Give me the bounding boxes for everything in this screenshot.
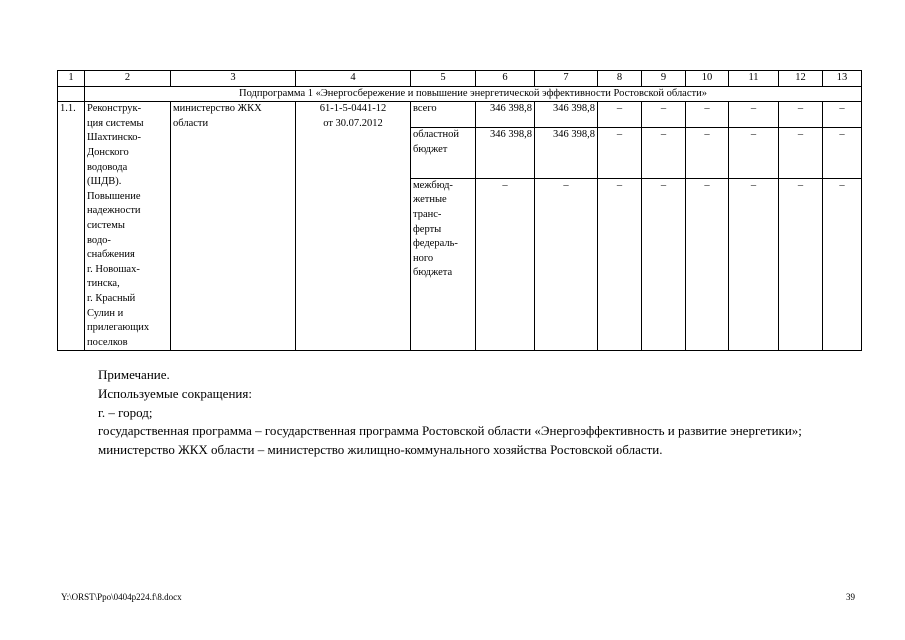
- subprogram-row: [58, 86, 862, 102]
- funding-source: [411, 128, 476, 178]
- measure-name-line: Донского: [87, 146, 129, 158]
- funding-value: –: [598, 102, 642, 128]
- measure-name-line: ция системы: [87, 117, 144, 129]
- measure-name-line: надежности: [87, 205, 141, 217]
- document-line: от 30.07.2012: [323, 117, 383, 129]
- column-number: 10: [686, 71, 729, 87]
- page-number: 39: [846, 592, 855, 602]
- document-ref: [296, 102, 411, 351]
- funding-value: –: [729, 102, 779, 128]
- funding-value: –: [598, 178, 642, 351]
- notes-section: [57, 366, 859, 460]
- funding-source: [411, 102, 476, 128]
- footer-file-path: Y:\ORST\Ppo\0404p224.f\8.docx: [61, 592, 182, 602]
- funding-value: –: [642, 102, 686, 128]
- executor-line: области: [173, 117, 209, 129]
- funding-value: –: [686, 102, 729, 128]
- measure-name-line: снабжения: [87, 249, 135, 261]
- measure-name-line: г. Красный: [87, 292, 136, 304]
- funding-value: 346 398,8: [476, 102, 535, 128]
- funding-source-line: областной: [413, 129, 459, 141]
- funding-value: –: [476, 178, 535, 351]
- measure-name-line: системы: [87, 219, 125, 231]
- column-number: 11: [729, 71, 779, 87]
- executor-line: министерство ЖКХ: [173, 103, 262, 115]
- funding-value: 346 398,8: [476, 128, 535, 178]
- column-number: 2: [85, 71, 171, 87]
- funding-source-line: жетные: [413, 194, 447, 206]
- measure-name-line: поселков: [87, 336, 128, 348]
- measure-name-line: Сулин и: [87, 307, 124, 319]
- funding-value: –: [779, 178, 823, 351]
- funding-source-line: ного: [413, 252, 434, 264]
- column-number: 3: [171, 71, 296, 87]
- table-row: [58, 102, 862, 128]
- funding-value: –: [729, 128, 779, 178]
- row-number: 1.1.: [58, 102, 85, 351]
- funding-source-line: всего: [413, 103, 437, 115]
- funding-value: –: [729, 178, 779, 351]
- measure-name-line: прилегающих: [87, 322, 150, 334]
- funding-source-line: транс-: [413, 208, 442, 220]
- funding-value: –: [535, 178, 598, 351]
- column-number: 1: [58, 71, 85, 87]
- column-number: 4: [296, 71, 411, 87]
- column-number: 9: [642, 71, 686, 87]
- column-number: 5: [411, 71, 476, 87]
- abbreviation-item: г. – город;: [98, 404, 153, 420]
- funding-value: –: [598, 128, 642, 178]
- measure-name-line: Повышение: [87, 190, 141, 202]
- funding-value: –: [779, 102, 823, 128]
- subprogram-empty-cell: [58, 86, 85, 102]
- measure-name-line: г. Новошах-: [87, 263, 140, 275]
- funding-source-line: бюджет: [413, 143, 448, 155]
- column-number: 6: [476, 71, 535, 87]
- funding-value: –: [823, 178, 862, 351]
- funding-value: 346 398,8: [535, 102, 598, 128]
- funding-value: 346 398,8: [535, 128, 598, 178]
- measure-name-line: Реконструк-: [87, 103, 142, 115]
- funding-source-line: бюджета: [413, 267, 453, 279]
- funding-source-line: межбюд-: [413, 179, 453, 191]
- funding-source: [411, 178, 476, 351]
- subprogram-title: Подпрограмма 1 «Энергосбережение и повышение энергетической эффективности Ростовской области»: [85, 86, 862, 102]
- column-number: 8: [598, 71, 642, 87]
- measure-name-line: водо-: [87, 234, 111, 246]
- funding-value: –: [642, 128, 686, 178]
- measure-name-line: водовода: [87, 161, 128, 173]
- notes-title: Примечание.: [98, 367, 170, 382]
- funding-value: –: [823, 128, 862, 178]
- funding-value: –: [686, 128, 729, 178]
- measure-name-line: (ШДВ).: [87, 176, 122, 188]
- funding-value: –: [642, 178, 686, 351]
- funding-value: –: [823, 102, 862, 128]
- column-number-row: [58, 71, 862, 87]
- measure-name: [85, 102, 171, 351]
- document-line: 61-1-5-0441-12: [319, 103, 387, 115]
- abbreviation-item: министерство ЖКХ области – министерство жилищно-коммунального хозяйства Ростовской области.: [98, 442, 663, 458]
- measure-name-line: Шахтинско-: [87, 132, 142, 144]
- funding-source-line: федераль-: [413, 238, 458, 250]
- column-number: 13: [823, 71, 862, 87]
- abbreviation-item: государственная программа – государственная программа Ростовской области «Энергоэффективность и развитие энергетики»;: [98, 423, 802, 439]
- column-number: 7: [535, 71, 598, 87]
- column-number: 12: [779, 71, 823, 87]
- abbreviations-heading: Используемые сокращения:: [98, 385, 252, 401]
- funding-value: –: [686, 178, 729, 351]
- funding-value: –: [779, 128, 823, 178]
- funding-source-line: ферты: [413, 223, 442, 235]
- executor: [171, 102, 296, 351]
- program-table: [57, 70, 862, 351]
- measure-name-line: тинска,: [87, 278, 120, 290]
